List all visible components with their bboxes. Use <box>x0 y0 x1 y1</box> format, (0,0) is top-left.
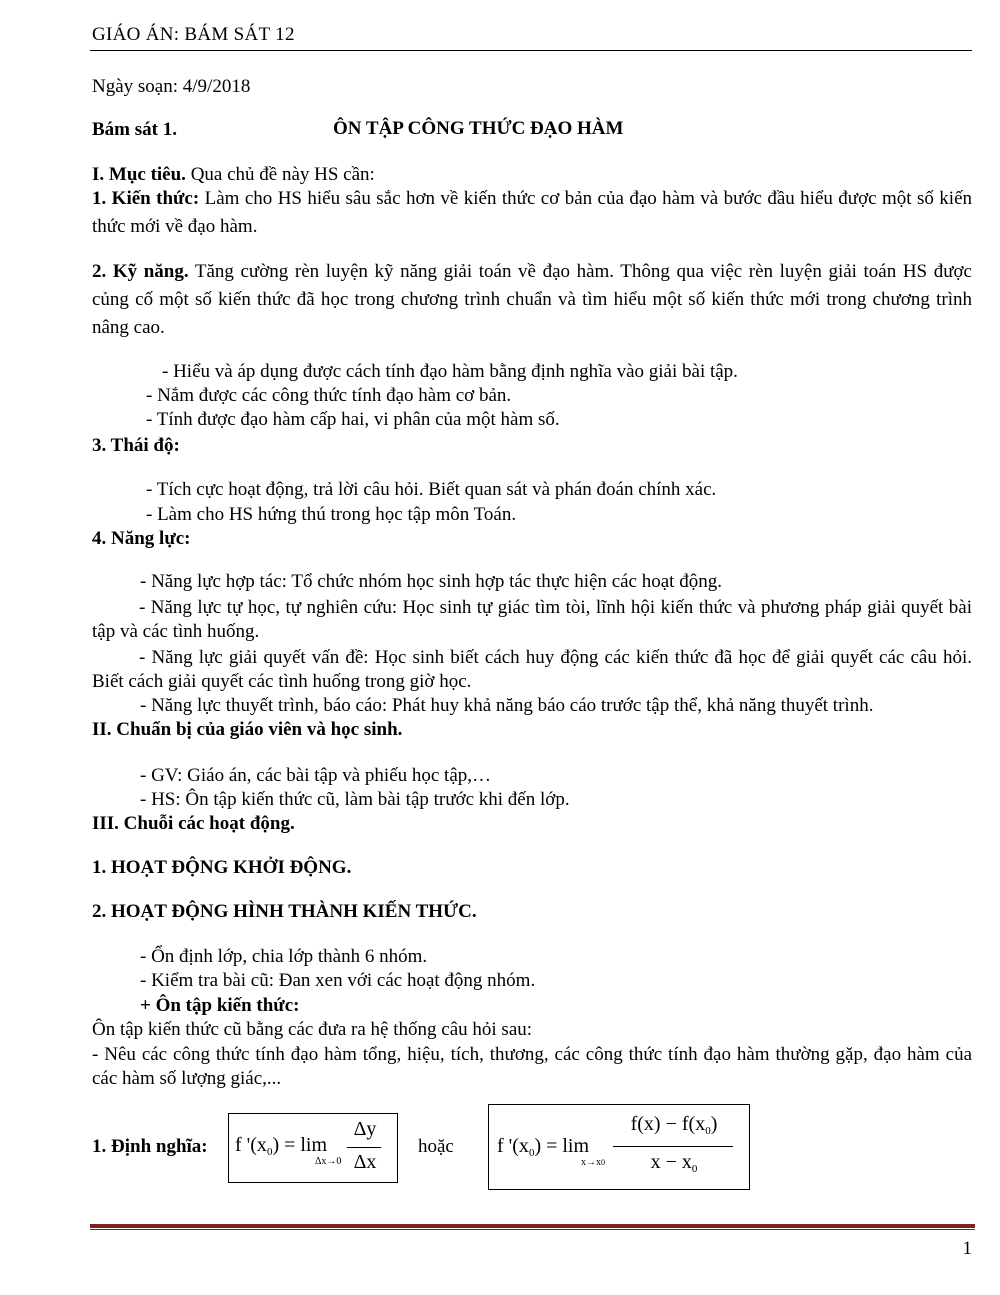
startup-heading: 1. HOẠT ĐỘNG KHỞI ĐỘNG. <box>92 857 352 878</box>
definition-label: 1. Định nghĩa: <box>92 1136 208 1157</box>
formula-box-1 <box>228 1113 398 1183</box>
preparation-heading: II. Chuẩn bị của giáo viên và học sinh. <box>92 719 403 740</box>
attitude-item: - Tích cực hoạt động, trả lời câu hỏi. Biết quan sát và phán đoán chính xác. <box>146 479 717 500</box>
or-word: hoặc <box>418 1136 454 1157</box>
formula-2-fraction-bar <box>613 1146 733 1147</box>
formula-box-2 <box>488 1104 750 1190</box>
skills-text: Tăng cường rèn luyện kỹ năng giải toán về đạo hàm. Thông qua việc rèn luyện giải toán HS được củng cố một số kiến thức đã học trong chương trình chuẩn và tìm hiểu một số kiến thức mới trong chương trình nâng cao. <box>92 261 972 338</box>
activity-item: - Kiểm tra bài cũ: Đan xen với các hoạt động nhóm. <box>140 970 536 991</box>
formula-1-limit: Δx→0 <box>315 1156 342 1167</box>
skills-item: - Tính được đạo hàm cấp hai, vi phân của một hàm số. <box>146 409 560 430</box>
formula-1-denominator: Δx <box>353 1151 377 1173</box>
preparation-item: - GV: Giáo án, các bài tập và phiếu học tập,… <box>140 765 492 786</box>
formula-2-numerator: $f(x) - f(x_0)$ <box>630 1113 718 1137</box>
lesson-label: Bám sát 1. <box>92 119 177 140</box>
page-number: 1 <box>962 1238 972 1259</box>
preparation-item: - HS: Ôn tập kiến thức cũ, làm bài tập trước khi đến lớp. <box>140 789 570 810</box>
formula-1-lhs: f '$(x_0) = \lim$ <box>235 1134 328 1158</box>
forming-heading: 2. HOẠT ĐỘNG HÌNH THÀNH KIẾN THỨC. <box>92 901 477 922</box>
competence-item: - Năng lực giải quyết vấn đề: Học sinh biết cách huy động các kiến thức đã học để giải quyết các câu hỏi. Biết cách giải quyết các tình huống trong giờ học. <box>92 647 972 692</box>
footer-rule-thin <box>90 1229 975 1230</box>
skills-paragraph <box>92 258 972 342</box>
lesson-title: ÔN TẬP CÔNG THỨC ĐẠO HÀM <box>333 118 624 139</box>
review-heading: + Ôn tập kiến thức: <box>140 995 300 1016</box>
formula-2-limit: x→x0 <box>581 1157 605 1168</box>
formula-1-fraction-bar <box>347 1147 381 1148</box>
activity-item: - Ổn định lớp, chia lớp thành 6 nhóm. <box>140 946 428 967</box>
formula-1-numerator: Δy <box>353 1118 377 1140</box>
date-line: Ngày soạn: 4/9/2018 <box>92 76 251 97</box>
header-rule <box>90 50 972 51</box>
page-header: GIÁO ÁN: BÁM SÁT 12 <box>92 24 295 45</box>
competence-heading: 4. Năng lực: <box>92 528 191 549</box>
objectives-heading: I. Mục tiêu. <box>92 164 186 185</box>
formula-2-lhs: f '$(x_0) = \lim$ <box>497 1135 590 1159</box>
footer-rule <box>90 1224 975 1228</box>
skills-heading: 2. Kỹ năng. <box>92 261 189 282</box>
formula-2-denominator: $x - x_0$ <box>650 1151 698 1175</box>
review-question: - Nêu các công thức tính đạo hàm tổng, hiệu, tích, thương, các công thức tính đạo hàm thường gặp, đạo hàm của các hàm số lượng giác,... <box>92 1044 972 1089</box>
skills-item: - Hiểu và áp dụng được cách tính đạo hàm bằng định nghĩa vào giải bài tập. <box>162 361 738 382</box>
skills-item: - Nắm được các công thức tính đạo hàm cơ bản. <box>146 385 512 406</box>
objectives-line <box>92 163 375 187</box>
competence-item: - Năng lực thuyết trình, báo cáo: Phát huy khả năng báo cáo trước tập thể, khả năng thuyết trình. <box>140 695 874 716</box>
knowledge-heading: 1. Kiến thức: <box>92 188 200 209</box>
attitude-heading: 3. Thái độ: <box>92 435 180 456</box>
competence-item: - Năng lực tự học, tự nghiên cứu: Học sinh tự giác tìm tòi, lĩnh hội kiến thức và phương pháp giải quyết bài tập và các tình huống. <box>92 597 972 642</box>
objectives-intro: Qua chủ đề này HS cần: <box>185 164 375 185</box>
knowledge-paragraph <box>92 185 972 241</box>
competence-item: - Năng lực hợp tác: Tổ chức nhóm học sinh hợp tác thực hiện các hoạt động. <box>140 571 722 592</box>
knowledge-text: Làm cho HS hiểu sâu sắc hơn về kiến thức cơ bản của đạo hàm và bước đầu hiểu được một số kiến thức mới về đạo hàm. <box>92 188 972 237</box>
attitude-item: - Làm cho HS hứng thú trong học tập môn Toán. <box>146 504 517 525</box>
review-intro: Ôn tập kiến thức cũ bằng các đưa ra hệ thống câu hỏi sau: <box>92 1019 533 1040</box>
activities-heading: III. Chuỗi các hoạt động. <box>92 813 295 834</box>
